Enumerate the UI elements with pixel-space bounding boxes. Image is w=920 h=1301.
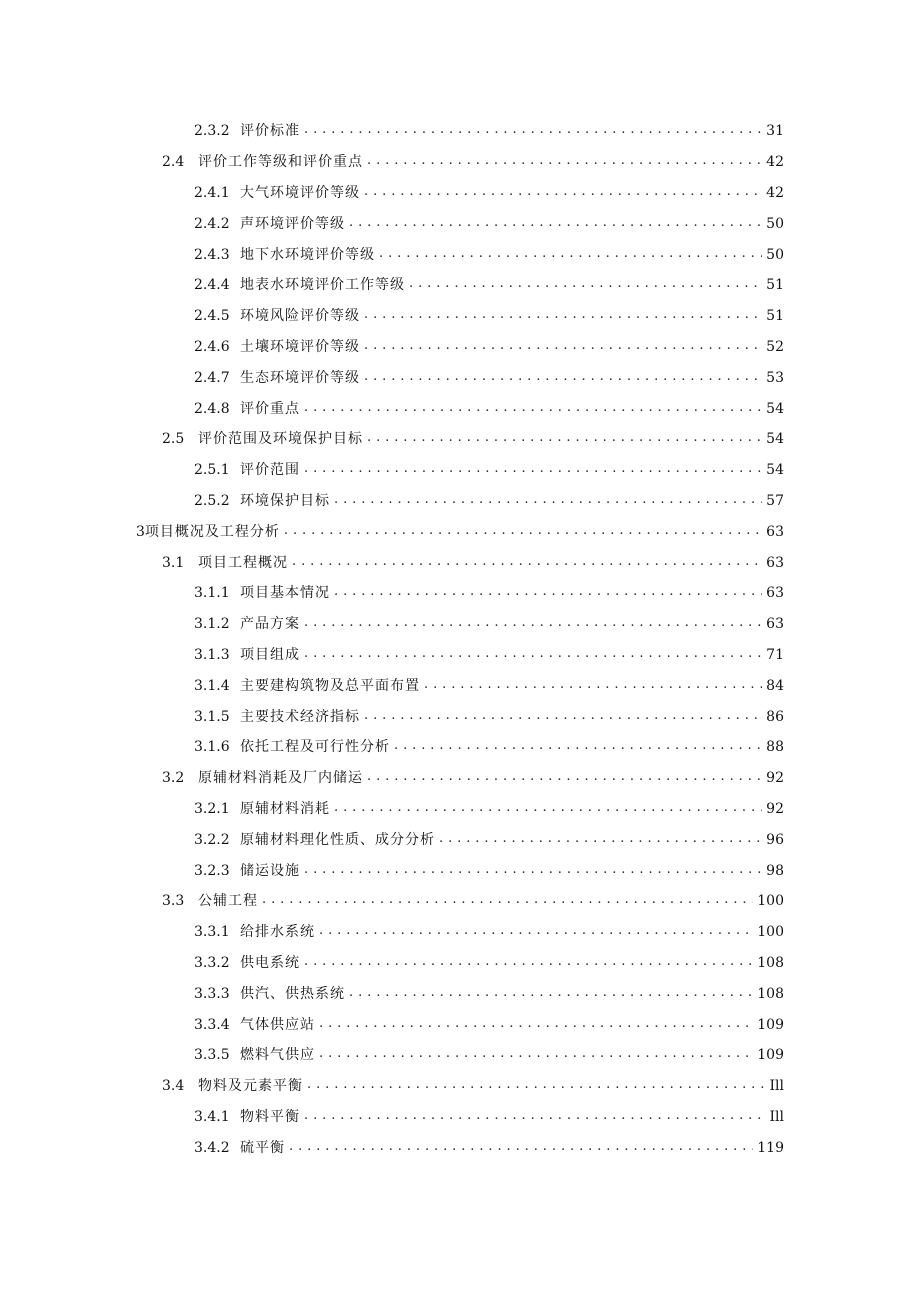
toc-entry-page-number: Ill bbox=[769, 1078, 784, 1095]
toc-entry-title: 物料平衡 bbox=[240, 1108, 300, 1125]
toc-entry-page-number: 92 bbox=[766, 770, 784, 787]
toc-entry[interactable] bbox=[0, 516, 920, 547]
toc-entry-number: 2.4.3 bbox=[194, 246, 230, 263]
toc-entry-number: 3.3.2 bbox=[194, 954, 230, 971]
toc-dot-leader bbox=[304, 617, 762, 631]
toc-entry-title: 项目基本情况 bbox=[240, 585, 330, 602]
toc-entry[interactable] bbox=[0, 393, 920, 424]
toc-entry-page-number: 50 bbox=[766, 246, 784, 263]
toc-entry[interactable] bbox=[0, 239, 920, 270]
toc-entry-title: 主要技术经济指标 bbox=[240, 708, 360, 725]
toc-entry-title: 给排水系统 bbox=[240, 924, 315, 941]
toc-entry[interactable] bbox=[0, 732, 920, 763]
toc-entry-page-number: 52 bbox=[766, 338, 784, 355]
toc-entry-title: 供汽、供热系统 bbox=[240, 985, 345, 1002]
toc-entry-number: 2.4.1 bbox=[194, 184, 230, 201]
toc-dot-leader bbox=[304, 956, 753, 970]
toc-entry-title: 评价工作等级和评价重点 bbox=[198, 154, 363, 171]
toc-entry-page-number: 108 bbox=[757, 985, 784, 1002]
table-of-contents bbox=[0, 116, 920, 1163]
toc-entry-page-number: 42 bbox=[766, 154, 784, 171]
toc-entry-title: 项目组成 bbox=[240, 646, 300, 663]
toc-entry-page-number: 54 bbox=[766, 431, 784, 448]
toc-entry-number: 2.5 bbox=[162, 431, 185, 448]
toc-entry-page-number: 88 bbox=[766, 739, 784, 756]
toc-entry-title: 燃料气供应 bbox=[240, 1047, 315, 1064]
toc-entry-page-number: 51 bbox=[766, 308, 784, 325]
toc-entry-page-number: 98 bbox=[766, 862, 784, 879]
toc-dot-leader bbox=[307, 1079, 766, 1093]
toc-entry-title: 评价标准 bbox=[240, 123, 300, 140]
toc-entry-title: 硫平衡 bbox=[240, 1139, 285, 1156]
toc-entry-title: 依托工程及可行性分析 bbox=[240, 739, 390, 756]
toc-dot-leader bbox=[334, 802, 762, 816]
toc-entry-page-number: Ill bbox=[769, 1108, 784, 1125]
toc-entry-page-number: 31 bbox=[766, 123, 784, 140]
toc-entry-page-number: 53 bbox=[766, 369, 784, 386]
toc-dot-leader bbox=[364, 186, 762, 200]
toc-dot-leader bbox=[364, 340, 762, 354]
toc-entry-page-number: 109 bbox=[757, 1047, 784, 1064]
toc-dot-leader bbox=[284, 525, 762, 539]
toc-entry-title: 评价范围 bbox=[240, 462, 300, 479]
toc-entry-title: 评价重点 bbox=[240, 400, 300, 417]
toc-entry[interactable] bbox=[0, 1071, 920, 1102]
toc-dot-leader bbox=[304, 1110, 766, 1124]
toc-entry-page-number: 71 bbox=[766, 646, 784, 663]
toc-entry-number: 3.1.4 bbox=[194, 677, 230, 694]
toc-entry[interactable] bbox=[0, 1132, 920, 1163]
toc-entry[interactable] bbox=[0, 547, 920, 578]
toc-entry-number: 2.3.2 bbox=[194, 123, 230, 140]
toc-entry-title: 项目概况及工程分析 bbox=[144, 523, 280, 540]
toc-entry[interactable] bbox=[0, 640, 920, 671]
toc-entry-page-number: 42 bbox=[766, 184, 784, 201]
toc-entry-page-number: 84 bbox=[766, 677, 784, 694]
toc-entry-number: 2.4.7 bbox=[194, 369, 230, 386]
toc-entry-number: 3.1.1 bbox=[194, 585, 230, 602]
toc-entry[interactable] bbox=[0, 670, 920, 701]
toc-entry[interactable] bbox=[0, 824, 920, 855]
toc-entry-number: 3.2.2 bbox=[194, 831, 230, 848]
toc-entry-number: 3.3 bbox=[162, 893, 185, 910]
toc-entry-page-number: 92 bbox=[766, 800, 784, 817]
toc-entry-number: 3.4.2 bbox=[194, 1139, 230, 1156]
toc-entry-title: 土壤环境评价等级 bbox=[240, 338, 360, 355]
toc-entry-page-number: 63 bbox=[766, 523, 784, 540]
toc-entry[interactable] bbox=[0, 1102, 920, 1133]
toc-entry-page-number: 86 bbox=[766, 708, 784, 725]
toc-entry-page-number: 57 bbox=[766, 492, 784, 509]
toc-entry-title: 环境保护目标 bbox=[240, 492, 330, 509]
toc-entry-number: 3.1.5 bbox=[194, 708, 230, 725]
toc-entry[interactable] bbox=[0, 763, 920, 794]
toc-entry-number: 3.4.1 bbox=[194, 1108, 230, 1125]
toc-entry[interactable] bbox=[0, 116, 920, 147]
toc-entry-page-number: 63 bbox=[766, 585, 784, 602]
toc-entry-number: 3.2.3 bbox=[194, 862, 230, 879]
toc-dot-leader bbox=[304, 864, 762, 878]
toc-entry[interactable] bbox=[0, 917, 920, 948]
toc-entry-title: 供电系统 bbox=[240, 954, 300, 971]
toc-entry[interactable] bbox=[0, 978, 920, 1009]
toc-dot-leader bbox=[349, 987, 753, 1001]
toc-dot-leader bbox=[304, 402, 762, 416]
toc-dot-leader bbox=[334, 586, 762, 600]
toc-dot-leader bbox=[364, 371, 762, 385]
toc-entry-title: 原辅材料消耗 bbox=[240, 800, 330, 817]
toc-entry[interactable] bbox=[0, 270, 920, 301]
toc-entry-page-number: 119 bbox=[757, 1139, 784, 1156]
toc-entry[interactable] bbox=[0, 701, 920, 732]
toc-entry-page-number: 96 bbox=[766, 831, 784, 848]
toc-entry[interactable] bbox=[0, 948, 920, 979]
toc-dot-leader bbox=[424, 679, 762, 693]
toc-entry-number: 3 bbox=[136, 523, 145, 540]
toc-entry[interactable] bbox=[0, 794, 920, 825]
toc-entry-title: 储运设施 bbox=[240, 862, 300, 879]
toc-entry[interactable] bbox=[0, 1040, 920, 1071]
toc-dot-leader bbox=[364, 309, 762, 323]
toc-entry-page-number: 50 bbox=[766, 215, 784, 232]
toc-entry[interactable] bbox=[0, 886, 920, 917]
toc-entry-number: 3.1 bbox=[162, 554, 185, 571]
toc-entry-title: 生态环境评价等级 bbox=[240, 369, 360, 386]
toc-dot-leader bbox=[319, 1018, 753, 1032]
toc-entry[interactable] bbox=[0, 208, 920, 239]
toc-entry-page-number: 100 bbox=[757, 893, 784, 910]
toc-entry-title: 地表水环境评价工作等级 bbox=[240, 277, 405, 294]
toc-entry-page-number: 51 bbox=[766, 277, 784, 294]
toc-dot-leader bbox=[304, 463, 762, 477]
toc-entry-title: 地下水环境评价等级 bbox=[240, 246, 375, 263]
toc-entry-number: 2.5.2 bbox=[194, 492, 230, 509]
toc-entry[interactable] bbox=[0, 855, 920, 886]
toc-entry-page-number: 63 bbox=[766, 616, 784, 633]
toc-entry-title: 项目工程概况 bbox=[198, 554, 288, 571]
toc-entry-number: 2.4 bbox=[162, 154, 185, 171]
toc-dot-leader bbox=[394, 740, 762, 754]
toc-entry-title: 物料及元素平衡 bbox=[198, 1078, 303, 1095]
toc-dot-leader bbox=[292, 556, 762, 570]
toc-entry-number: 3.2.1 bbox=[194, 800, 230, 817]
toc-dot-leader bbox=[304, 648, 762, 662]
toc-entry-number: 3.4 bbox=[162, 1078, 185, 1095]
toc-entry-title: 声环境评价等级 bbox=[240, 215, 345, 232]
toc-entry-number: 2.4.8 bbox=[194, 400, 230, 417]
toc-entry-title: 气体供应站 bbox=[240, 1016, 315, 1033]
toc-entry-title: 原辅材料理化性质、成分分析 bbox=[240, 831, 435, 848]
toc-entry[interactable] bbox=[0, 301, 920, 332]
toc-entry-number: 2.4.5 bbox=[194, 308, 230, 325]
toc-entry[interactable] bbox=[0, 486, 920, 517]
toc-entry-page-number: 63 bbox=[766, 554, 784, 571]
toc-entry-number: 3.3.4 bbox=[194, 1016, 230, 1033]
toc-entry[interactable] bbox=[0, 609, 920, 640]
toc-entry-number: 3.2 bbox=[162, 770, 185, 787]
toc-entry-page-number: 54 bbox=[766, 462, 784, 479]
toc-entry[interactable] bbox=[0, 362, 920, 393]
toc-entry-title: 大气环境评价等级 bbox=[240, 184, 360, 201]
toc-entry-page-number: 100 bbox=[757, 924, 784, 941]
toc-dot-leader bbox=[367, 432, 762, 446]
toc-entry[interactable] bbox=[0, 1009, 920, 1040]
toc-entry-number: 2.4.2 bbox=[194, 215, 230, 232]
toc-dot-leader bbox=[319, 925, 753, 939]
toc-dot-leader bbox=[304, 124, 762, 138]
toc-dot-leader bbox=[367, 771, 762, 785]
toc-entry-number: 3.1.3 bbox=[194, 646, 230, 663]
toc-entry-title: 主要建构筑物及总平面布置 bbox=[240, 677, 420, 694]
toc-dot-leader bbox=[367, 155, 762, 169]
toc-entry-number: 3.3.5 bbox=[194, 1047, 230, 1064]
toc-entry[interactable] bbox=[0, 455, 920, 486]
toc-entry-title: 公辅工程 bbox=[198, 893, 258, 910]
toc-entry-page-number: 108 bbox=[757, 954, 784, 971]
toc-entry[interactable] bbox=[0, 332, 920, 363]
toc-dot-leader bbox=[364, 710, 762, 724]
toc-dot-leader bbox=[379, 248, 762, 262]
toc-entry-title: 产品方案 bbox=[240, 616, 300, 633]
toc-dot-leader bbox=[334, 494, 762, 508]
toc-entry-number: 3.3.1 bbox=[194, 924, 230, 941]
toc-dot-leader bbox=[439, 833, 762, 847]
toc-entry[interactable] bbox=[0, 424, 920, 455]
toc-entry-number: 2.4.6 bbox=[194, 338, 230, 355]
toc-entry-number: 3.1.2 bbox=[194, 616, 230, 633]
toc-entry[interactable] bbox=[0, 147, 920, 178]
toc-entry-title: 评价范围及环境保护目标 bbox=[198, 431, 363, 448]
toc-dot-leader bbox=[262, 894, 753, 908]
toc-entry-number: 2.4.4 bbox=[194, 277, 230, 294]
toc-entry-page-number: 54 bbox=[766, 400, 784, 417]
toc-entry-number: 3.1.6 bbox=[194, 739, 230, 756]
toc-entry-title: 环境风险评价等级 bbox=[240, 308, 360, 325]
toc-dot-leader bbox=[289, 1141, 753, 1155]
toc-entry[interactable] bbox=[0, 578, 920, 609]
toc-dot-leader bbox=[319, 1048, 753, 1062]
toc-dot-leader bbox=[349, 217, 762, 231]
toc-entry-title: 原辅材料消耗及厂内储运 bbox=[198, 770, 363, 787]
toc-entry[interactable] bbox=[0, 178, 920, 209]
toc-entry-number: 3.3.3 bbox=[194, 985, 230, 1002]
toc-dot-leader bbox=[409, 278, 762, 292]
toc-entry-number: 2.5.1 bbox=[194, 462, 230, 479]
toc-entry-page-number: 109 bbox=[757, 1016, 784, 1033]
